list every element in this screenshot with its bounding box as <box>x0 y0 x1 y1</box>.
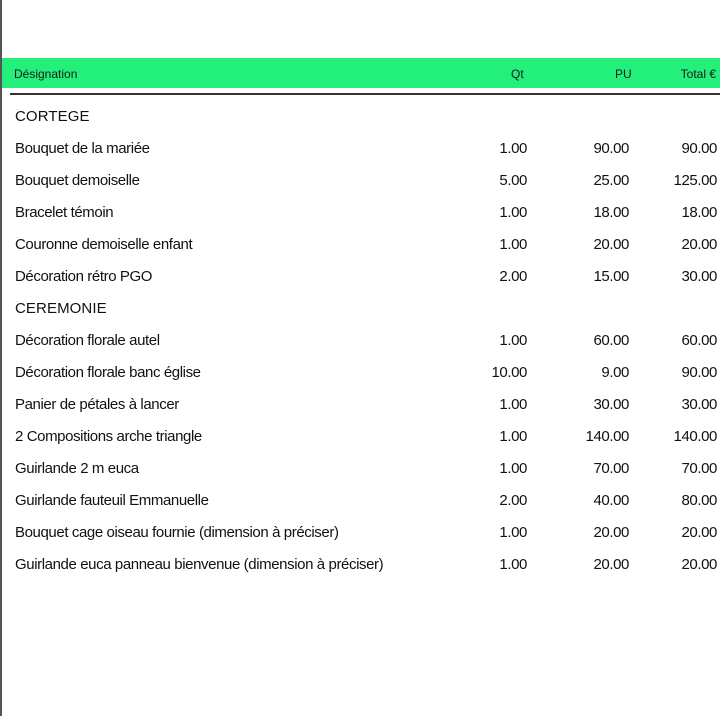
item-pu: 25.00 <box>593 172 629 189</box>
item-qt: 1.00 <box>499 332 527 349</box>
item-total: 125.00 <box>673 172 717 189</box>
section-row-ceremonie <box>0 292 720 324</box>
item-qt: 1.00 <box>499 460 527 477</box>
item-designation: Guirlande fauteuil Emmanuelle <box>15 492 209 509</box>
item-pu: 20.00 <box>593 236 629 253</box>
item-qt: 2.00 <box>499 492 527 509</box>
item-designation: Bracelet témoin <box>15 204 114 221</box>
item-qt: 2.00 <box>499 268 527 285</box>
table-row <box>0 356 720 388</box>
item-total: 70.00 <box>681 460 717 477</box>
item-designation: Bouquet demoiselle <box>15 172 140 189</box>
item-designation: Guirlande euca panneau bienvenue (dimension à préciser) <box>15 556 384 573</box>
table-row <box>0 548 720 580</box>
item-qt: 1.00 <box>499 428 527 445</box>
table-row <box>0 324 720 356</box>
header-divider <box>10 93 720 95</box>
item-total: 140.00 <box>673 428 717 445</box>
item-designation: Bouquet cage oiseau fournie (dimension à préciser) <box>15 524 339 541</box>
item-total: 30.00 <box>681 268 717 285</box>
item-total: 90.00 <box>681 364 717 381</box>
item-total: 20.00 <box>681 524 717 541</box>
item-designation: Décoration rétro PGO <box>15 268 153 285</box>
item-pu: 20.00 <box>593 524 629 541</box>
item-qt: 10.00 <box>491 364 527 381</box>
column-header-designation: Désignation <box>14 67 78 81</box>
column-header-pu: PU <box>615 67 632 81</box>
item-pu: 30.00 <box>593 396 629 413</box>
item-designation: Décoration florale banc église <box>15 364 201 381</box>
item-qt: 5.00 <box>499 172 527 189</box>
item-qt: 1.00 <box>499 556 527 573</box>
item-qt: 1.00 <box>499 140 527 157</box>
item-designation: Bouquet de la mariée <box>15 140 150 157</box>
item-pu: 70.00 <box>593 460 629 477</box>
item-pu: 20.00 <box>593 556 629 573</box>
item-pu: 40.00 <box>593 492 629 509</box>
item-total: 18.00 <box>681 204 717 221</box>
item-pu: 140.00 <box>585 428 629 445</box>
table-row <box>0 196 720 228</box>
item-total: 60.00 <box>681 332 717 349</box>
column-header-qt: Qt <box>511 67 524 81</box>
table-row <box>0 420 720 452</box>
item-qt: 1.00 <box>499 396 527 413</box>
table-row <box>0 388 720 420</box>
column-header-total: Total € <box>680 67 716 81</box>
table-row <box>0 132 720 164</box>
item-designation: 2 Compositions arche triangle <box>15 428 202 445</box>
item-pu: 90.00 <box>593 140 629 157</box>
item-qt: 1.00 <box>499 236 527 253</box>
item-total: 20.00 <box>681 236 717 253</box>
item-pu: 18.00 <box>593 204 629 221</box>
section-row-cortege <box>0 100 720 132</box>
section-title: CEREMONIE <box>15 300 107 317</box>
item-pu: 60.00 <box>593 332 629 349</box>
item-total: 80.00 <box>681 492 717 509</box>
table-header <box>2 58 720 88</box>
table-body <box>0 100 720 580</box>
table-row <box>0 484 720 516</box>
item-designation: Couronne demoiselle enfant <box>15 236 193 253</box>
table-row <box>0 516 720 548</box>
section-title: CORTEGE <box>15 108 90 125</box>
item-total: 30.00 <box>681 396 717 413</box>
item-designation: Panier de pétales à lancer <box>15 396 179 413</box>
item-total: 90.00 <box>681 140 717 157</box>
item-qt: 1.00 <box>499 204 527 221</box>
item-qt: 1.00 <box>499 524 527 541</box>
item-pu: 9.00 <box>601 364 629 381</box>
table-row <box>0 452 720 484</box>
table-row <box>0 228 720 260</box>
table-row <box>0 260 720 292</box>
item-pu: 15.00 <box>593 268 629 285</box>
table-row <box>0 164 720 196</box>
item-designation: Guirlande 2 m euca <box>15 460 139 477</box>
item-designation: Décoration florale autel <box>15 332 160 349</box>
item-total: 20.00 <box>681 556 717 573</box>
